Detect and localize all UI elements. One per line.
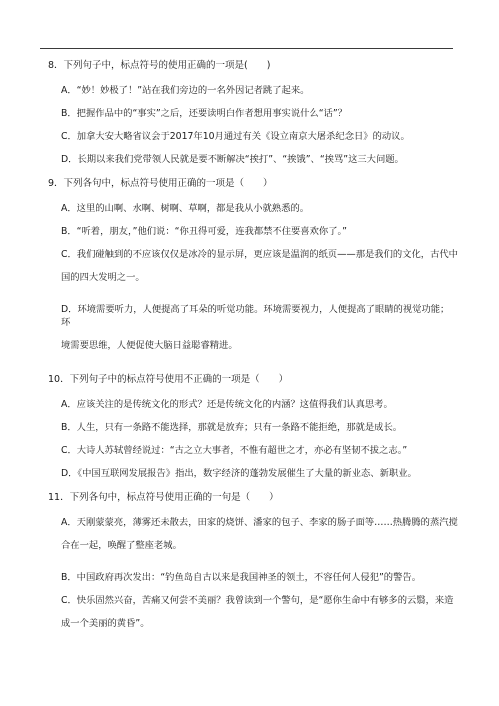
- question-8-stem: 8．下列句子中，标点符号的使用正确的一项是( ): [48, 60, 271, 71]
- question-10-stem: 10．下列句子中的标点符号使用不正确的一项是（ ）: [48, 373, 289, 385]
- question-9-stem: 9．下列各句中，标点符号使用正确的一项是（ ）: [48, 178, 273, 189]
- question-10-option-b: B．人生，只有一条路不能选择，那就是放弃；只有一条路不能拒绝，那就是成长。: [61, 421, 403, 433]
- question-9-option-c-continued: 国的四大发明之一。: [61, 272, 145, 283]
- question-11-stem: 11．下列各句中，标点符号使用正确的一句是（ ）: [48, 491, 279, 503]
- question-8-option-d: D．长期以来我们党带领人民就是要不断解决“挨打”、“挨饿”、“挨骂”这三大问题。: [61, 154, 404, 165]
- question-10-option-c: C．大诗人苏轼曾经说过：“古之立大事者，不惟有超世之才，亦必有坚韧不拔之志。”: [61, 444, 408, 456]
- header-rule: [40, 48, 453, 49]
- question-11-option-c: C．快乐固然兴奋，苦痛又何尝不美丽？我曾读到一个警句，是“愿你生命中有够多的云翳，来造: [61, 594, 454, 606]
- question-9-option-b: B．“听着，朋友，”他们说：“你丑得可爱，连我都禁不住要喜欢你了。”: [61, 226, 347, 237]
- question-11-option-a-continued: 合在一起，唤醒了整座老城。: [61, 539, 182, 551]
- question-9-option-c: C．我们碰触到的不应该仅仅是冰冷的显示屏，更应该是温润的纸页——那是我们的文化，古代中: [61, 249, 458, 260]
- question-list: [48, 59, 458, 639]
- question-10-option-d: D．《中国互联网发展报告》指出，数字经济的蓬勃发展催生了大量的新业态、新职业。: [61, 467, 417, 479]
- question-11-option-a: A．天刚蒙蒙亮，薄雾还未散去，田家的烧饼、潘家的包子、李家的肠子面等……热腾腾的蒸汽搅: [61, 516, 458, 528]
- question-9-option-d: D．环境需要听力，人便提高了耳朵的听觉功能。环境需要视力，人便提高了眼睛的视觉功能；环: [61, 304, 450, 329]
- question-9-option-d-continued: 境需要思维，人便促使大脑日益聪睿精进。: [61, 340, 238, 352]
- question-11-option-c-continued: 成一个美丽的黄昏”。: [61, 617, 150, 629]
- question-8-option-b: B．把握作品中的“事实”之后，还要读明白作者想用事实说什么“话”？: [61, 108, 347, 119]
- question-10-option-a: A．应该关注的是传统文化的形式？还是传统文化的内涵？这值得我们认真思考。: [61, 398, 393, 410]
- question-8-option-a: A．“妙！妙极了！”站在我们旁边的一名外因记者跳了起来。: [61, 85, 310, 96]
- question-8-option-c: C．加拿大安大略省议会于2017年10月通过有关《设立南京大屠杀纪念日》的动议。: [61, 131, 410, 142]
- question-11-option-b: B．中国政府再次发出：“钓鱼岛自古以来是我国神圣的领土，不容任何人侵犯”的警告。: [61, 571, 421, 583]
- question-9-option-a: A．这里的山啊、水啊、树啊、草啊，都是我从小就熟悉的。: [61, 203, 310, 214]
